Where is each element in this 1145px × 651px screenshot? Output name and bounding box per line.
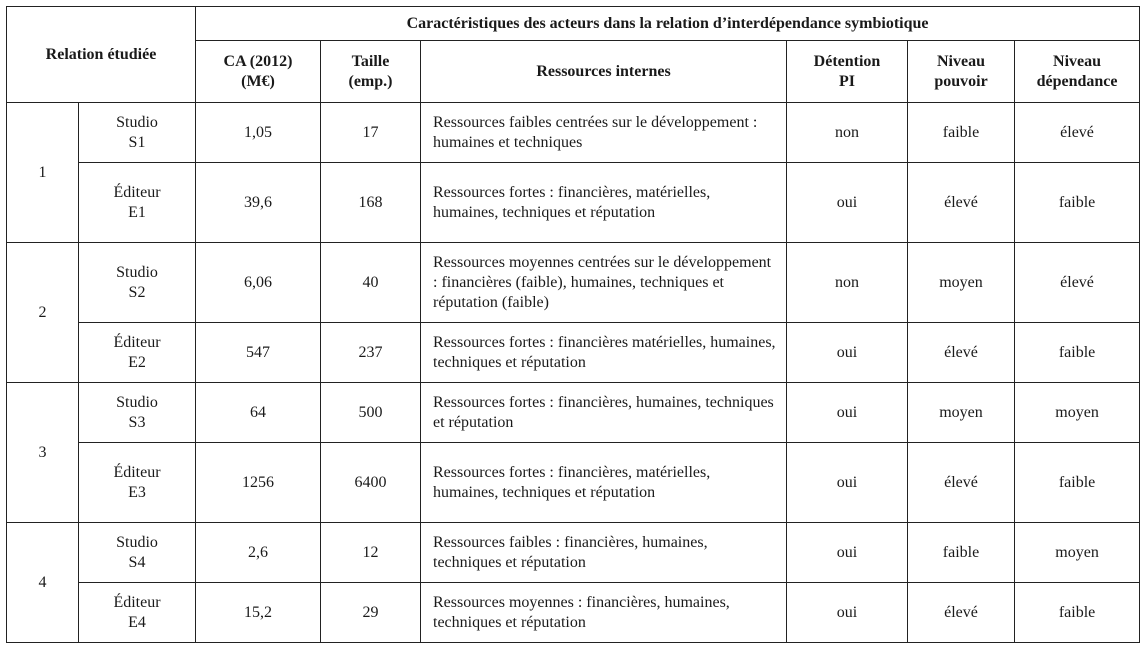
header-row-group	[7, 7, 1140, 41]
dependance-cell: élevé	[1015, 103, 1140, 163]
ressources-cell: Ressources fortes : financières matérielles, humaines, techniques et réputation	[421, 323, 787, 383]
ressources-cell: Ressources fortes : financières, matérielles, humaines, techniques et réputation	[421, 163, 787, 243]
table-row	[7, 383, 1140, 443]
pi-cell: oui	[787, 443, 908, 523]
pouvoir-cell: moyen	[908, 383, 1015, 443]
table-row	[7, 103, 1140, 163]
pi-cell: oui	[787, 323, 908, 383]
pi-cell: non	[787, 243, 908, 323]
group-header: Caractéristiques des acteurs dans la relation d’interdépendance symbiotique	[196, 7, 1140, 41]
col-header-ressources: Ressources internes	[421, 41, 787, 103]
pi-cell: oui	[787, 383, 908, 443]
col-header-taille: Taille (emp.)	[321, 41, 421, 103]
col-header-ca: CA (2012) (M€)	[196, 41, 321, 103]
dependance-cell: moyen	[1015, 383, 1140, 443]
actor-label: Éditeur E4	[79, 583, 196, 643]
ca-cell: 6,06	[196, 243, 321, 323]
actor-label: Studio S4	[79, 523, 196, 583]
taille-cell: 168	[321, 163, 421, 243]
table-row	[7, 323, 1140, 383]
taille-cell: 6400	[321, 443, 421, 523]
dependance-cell: élevé	[1015, 243, 1140, 323]
dependance-cell: moyen	[1015, 523, 1140, 583]
taille-cell: 12	[321, 523, 421, 583]
actor-label: Éditeur E3	[79, 443, 196, 523]
taille-cell: 29	[321, 583, 421, 643]
table-row	[7, 443, 1140, 523]
ressources-cell: Ressources moyennes centrées sur le développement : financières (faible), humaines, techniques et réputation (faible)	[421, 243, 787, 323]
taille-cell: 500	[321, 383, 421, 443]
ca-cell: 64	[196, 383, 321, 443]
actor-label: Éditeur E1	[79, 163, 196, 243]
actor-label: Studio S1	[79, 103, 196, 163]
interdependence-table	[6, 6, 1140, 643]
ressources-cell: Ressources fortes : financières, matérielles, humaines, techniques et réputation	[421, 443, 787, 523]
table-row	[7, 583, 1140, 643]
ca-cell: 1,05	[196, 103, 321, 163]
dependance-cell: faible	[1015, 443, 1140, 523]
relation-id: 1	[7, 103, 79, 243]
ca-cell: 15,2	[196, 583, 321, 643]
ca-cell: 547	[196, 323, 321, 383]
ca-cell: 1256	[196, 443, 321, 523]
actor-label: Studio S2	[79, 243, 196, 323]
dependance-cell: faible	[1015, 323, 1140, 383]
pi-cell: oui	[787, 523, 908, 583]
pi-cell: oui	[787, 583, 908, 643]
table-row	[7, 523, 1140, 583]
table-row	[7, 243, 1140, 323]
pi-cell: oui	[787, 163, 908, 243]
pouvoir-cell: élevé	[908, 323, 1015, 383]
taille-cell: 237	[321, 323, 421, 383]
relation-header: Relation étudiée	[7, 7, 196, 103]
ressources-cell: Ressources moyennes : financières, humaines, techniques et réputation	[421, 583, 787, 643]
col-header-dependance: Niveau dépendance	[1015, 41, 1140, 103]
ca-cell: 39,6	[196, 163, 321, 243]
ca-cell: 2,6	[196, 523, 321, 583]
relation-id: 3	[7, 383, 79, 523]
ressources-cell: Ressources faibles centrées sur le développement : humaines et techniques	[421, 103, 787, 163]
pouvoir-cell: faible	[908, 103, 1015, 163]
actor-label: Éditeur E2	[79, 323, 196, 383]
pouvoir-cell: moyen	[908, 243, 1015, 323]
pouvoir-cell: élevé	[908, 443, 1015, 523]
relation-id: 2	[7, 243, 79, 383]
pouvoir-cell: élevé	[908, 583, 1015, 643]
taille-cell: 17	[321, 103, 421, 163]
pouvoir-cell: élevé	[908, 163, 1015, 243]
col-header-pouvoir: Niveau pouvoir	[908, 41, 1015, 103]
pouvoir-cell: faible	[908, 523, 1015, 583]
ressources-cell: Ressources faibles : financières, humaines, techniques et réputation	[421, 523, 787, 583]
relation-id: 4	[7, 523, 79, 643]
col-header-pi: Détention PI	[787, 41, 908, 103]
actor-label: Studio S3	[79, 383, 196, 443]
taille-cell: 40	[321, 243, 421, 323]
ressources-cell: Ressources fortes : financières, humaines, techniques et réputation	[421, 383, 787, 443]
pi-cell: non	[787, 103, 908, 163]
dependance-cell: faible	[1015, 163, 1140, 243]
dependance-cell: faible	[1015, 583, 1140, 643]
table-row	[7, 163, 1140, 243]
